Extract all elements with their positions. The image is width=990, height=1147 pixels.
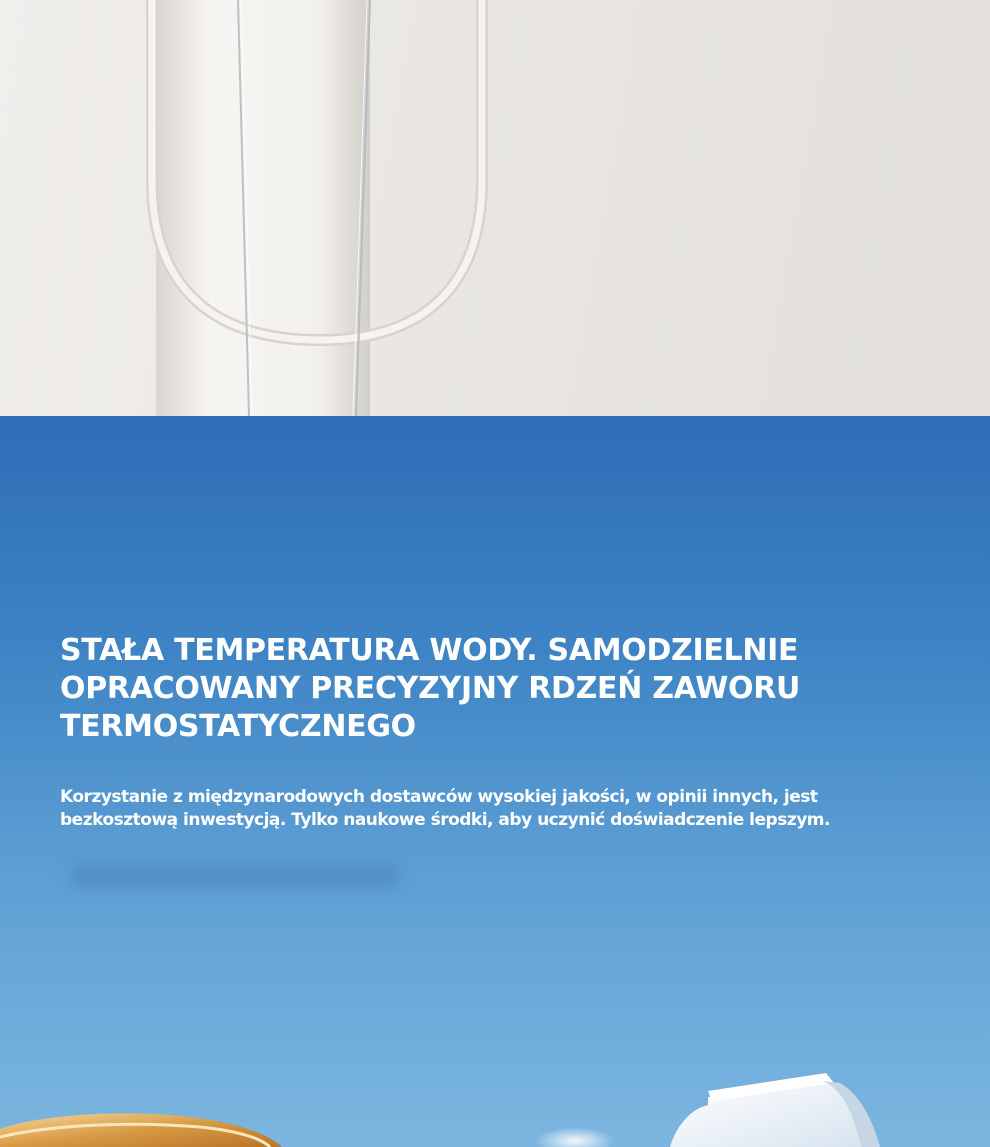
feature-description: Korzystanie z międzynarodowych dostawców wysokiej jakości, w opinii innych, jest bezkosztową inwestycją. Tylko naukowe środki, aby uczynić doświadczenie lepszym. — [60, 787, 830, 830]
valve-core-illustration — [0, 1057, 990, 1147]
shower-hose-illustration — [0, 0, 990, 416]
feature-headline: STAŁA TEMPERATURA WODY. SAMODZIELNIE OPRACOWANY PRECYZYJNY RDZEŃ ZAWORU TERMOSTATYCZNEGO — [60, 633, 801, 744]
shower-pipe — [156, 0, 370, 416]
decorative-shadow — [70, 864, 400, 888]
feature-section — [0, 416, 990, 1147]
product-photo-top — [0, 0, 990, 416]
